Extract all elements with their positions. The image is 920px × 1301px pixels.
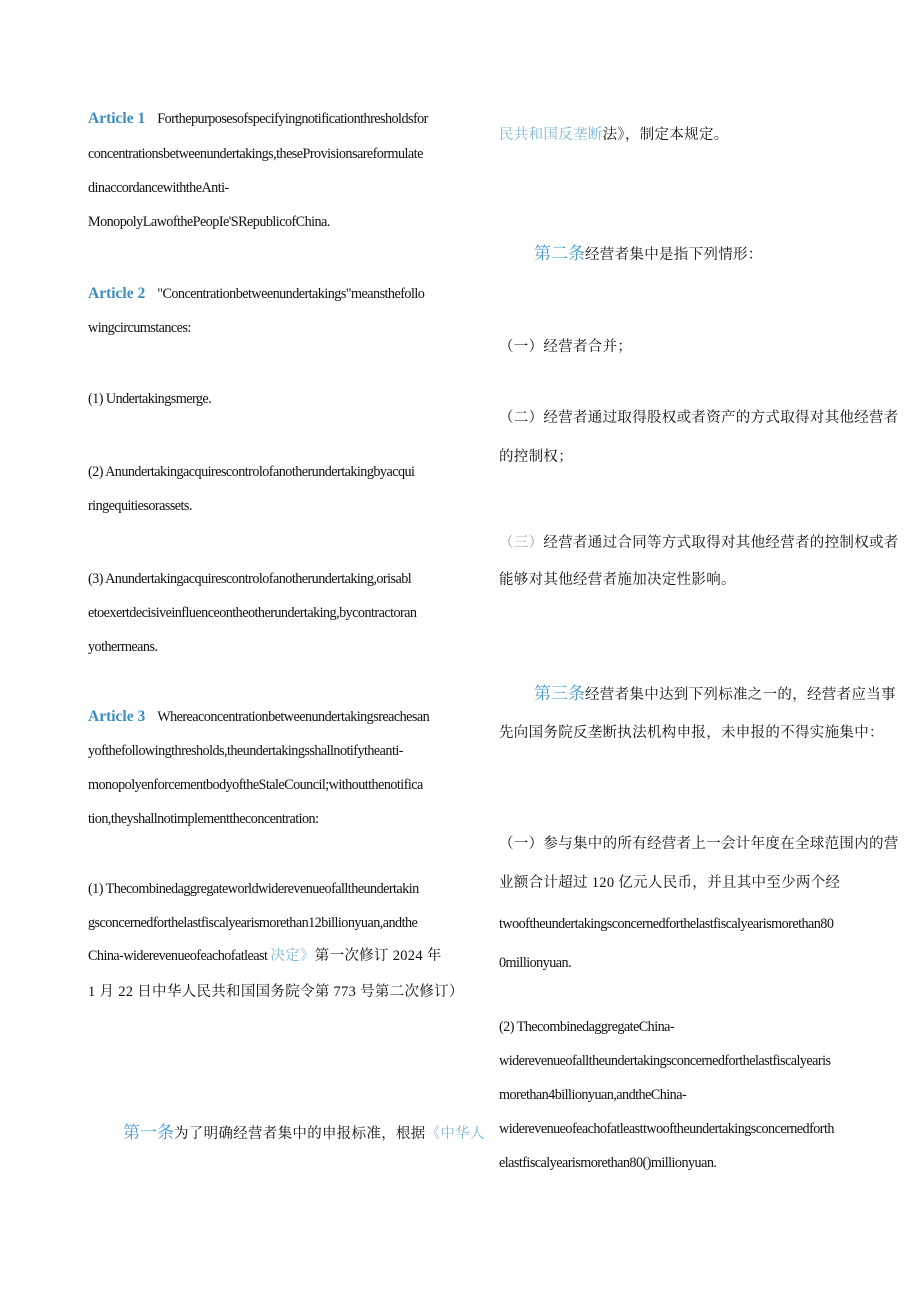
article-2-item-3-line-2: etoexertdecisiveinfluenceontheotherundertaking,bycontractoran <box>88 605 417 621</box>
article-3-line-1: Article 3 Whereaconcentrationbetweenundertakingsreachesan <box>88 708 430 725</box>
cn-article-3-item-1-line-4: 0millionyuan. <box>499 955 572 971</box>
cn-article-3-item-2-line-5: elastfiscalyearismorethan80()millionyuan. <box>499 1155 717 1171</box>
cn-article-2-item-3-line-1: （三）经营者通过合同等方式取得对其他经营者的控制权或者 <box>499 535 899 551</box>
cn-article-3-item-1-line-1: （一）参与集中的所有经营者上一会计年度在全球范围内的营 <box>499 836 899 852</box>
article-2-item-2-line-2: ringequitiesorassets. <box>88 498 192 514</box>
cn-article-2-item-1: （一）经营者合并； <box>499 339 633 355</box>
cn-article-3-label: 第三条 <box>534 684 585 703</box>
cn-article-3-line-2: 先向国务院反垄断执法机构申报，未申报的不得实施集中： <box>499 725 884 741</box>
cn-article-2-item-3-line-2: 能够对其他经营者施加决定性影响。 <box>499 572 736 588</box>
cn-article-1-line-1: 第一条为了明确经营者集中的申报标准，根据《中华人 <box>123 1123 485 1142</box>
cn-article-1-label: 第一条 <box>123 1123 174 1142</box>
article-2-item-1: (1) Undertakingsmerge. <box>88 391 212 407</box>
cn-article-3-item-2-line-4: widerevenueofeachofatleasttwooftheundertakingsconcernedforth <box>499 1121 834 1137</box>
cn-article-3-item-1-line-3: twooftheundertakingsconcernedforthelastfiscalyearismorethan80 <box>499 916 834 932</box>
cn-article-2-label: 第二条 <box>534 244 585 263</box>
article-2-item-3-line-3: yothermeans. <box>88 639 158 655</box>
article-1-line-2: concentrationsbetweenundertakings,theseProvisionsareformulate <box>88 146 423 162</box>
article-3-line-3: monopolyenforcementbodyoftheStaleCouncil;withoutthenotifica <box>88 777 423 793</box>
article-3-item-1-line-4: 1 月 22 日中华人民共和国国务院令第 773 号第二次修订） <box>88 984 464 1000</box>
article-3-item-1-line-2: gsconcernedforthelastfiscalyearismorethan12billionyuan,andthe <box>88 915 418 931</box>
law-title-fragment: 决定》 <box>270 948 315 964</box>
article-1-label: Article 1 <box>88 110 146 127</box>
article-2-item-3-line-1: (3) Anundertakingacquirescontrolofanotherundertaking,orisabl <box>88 571 412 587</box>
article-3-item-1-line-1: (1) Thecombinedaggregateworldwiderevenueofalltheundertakin <box>88 881 419 897</box>
law-title-link: 《中华人 <box>425 1126 485 1142</box>
cn-article-1-line-2: 民共和国反垄断法》，制定本规定。 <box>499 127 729 143</box>
article-2-line-2: wingcircumstances: <box>88 320 191 336</box>
article-3-label: Article 3 <box>88 708 146 725</box>
article-1-line-3: dinaccordancewiththeAnti- <box>88 180 229 196</box>
article-3-line-4: tion,theyshallnotimplementtheconcentration: <box>88 811 319 827</box>
article-1-line-4: MonopolyLawofthePeopIe'SRepublicofChina. <box>88 214 330 230</box>
cn-article-3-line-1: 第三条经营者集中达到下列标准之一的，经营者应当事 <box>534 684 896 703</box>
article-2-line-1: Article 2 "Concentrationbetweenundertakings"meansthefollo <box>88 285 425 302</box>
article-2-label: Article 2 <box>88 285 146 302</box>
article-2-item-2-line-1: (2) Anundertakingacquirescontrolofanotherundertakingbyacqui <box>88 464 415 480</box>
article-1-line-1: Article 1 Forthepurposesofspecifyingnotificationthresholdsfor <box>88 110 428 127</box>
article-3-item-1-line-3: China-widerevenueofeachofatleast 决定》第一次修订 2024 年 <box>88 948 442 964</box>
cn-article-3-item-2-line-1: (2) ThecombinedaggregateChina- <box>499 1019 675 1035</box>
law-title-continued: 民共和国反垄断 <box>499 127 603 143</box>
cn-article-2-item-2-line-1: （二）经营者通过取得股权或者资产的方式取得对其他经营者 <box>499 410 899 426</box>
cn-article-2-line-1: 第二条经营者集中是指下列情形： <box>534 244 763 263</box>
cn-article-3-item-2-line-3: morethan4billionyuan,andtheChina- <box>499 1087 687 1103</box>
cn-article-3-item-2-line-2: widerevenueofalltheundertakingsconcernedforthelastfiscalyearis <box>499 1053 831 1069</box>
cn-article-3-item-1-line-2: 业额合计超过 120 亿元人民币，并且其中至少两个经 <box>499 875 841 891</box>
cn-article-2-item-2-line-2: 的控制权； <box>499 449 573 465</box>
article-3-line-2: yofthefollowingthresholds,theundertakingsshallnotifytheanti- <box>88 743 403 759</box>
